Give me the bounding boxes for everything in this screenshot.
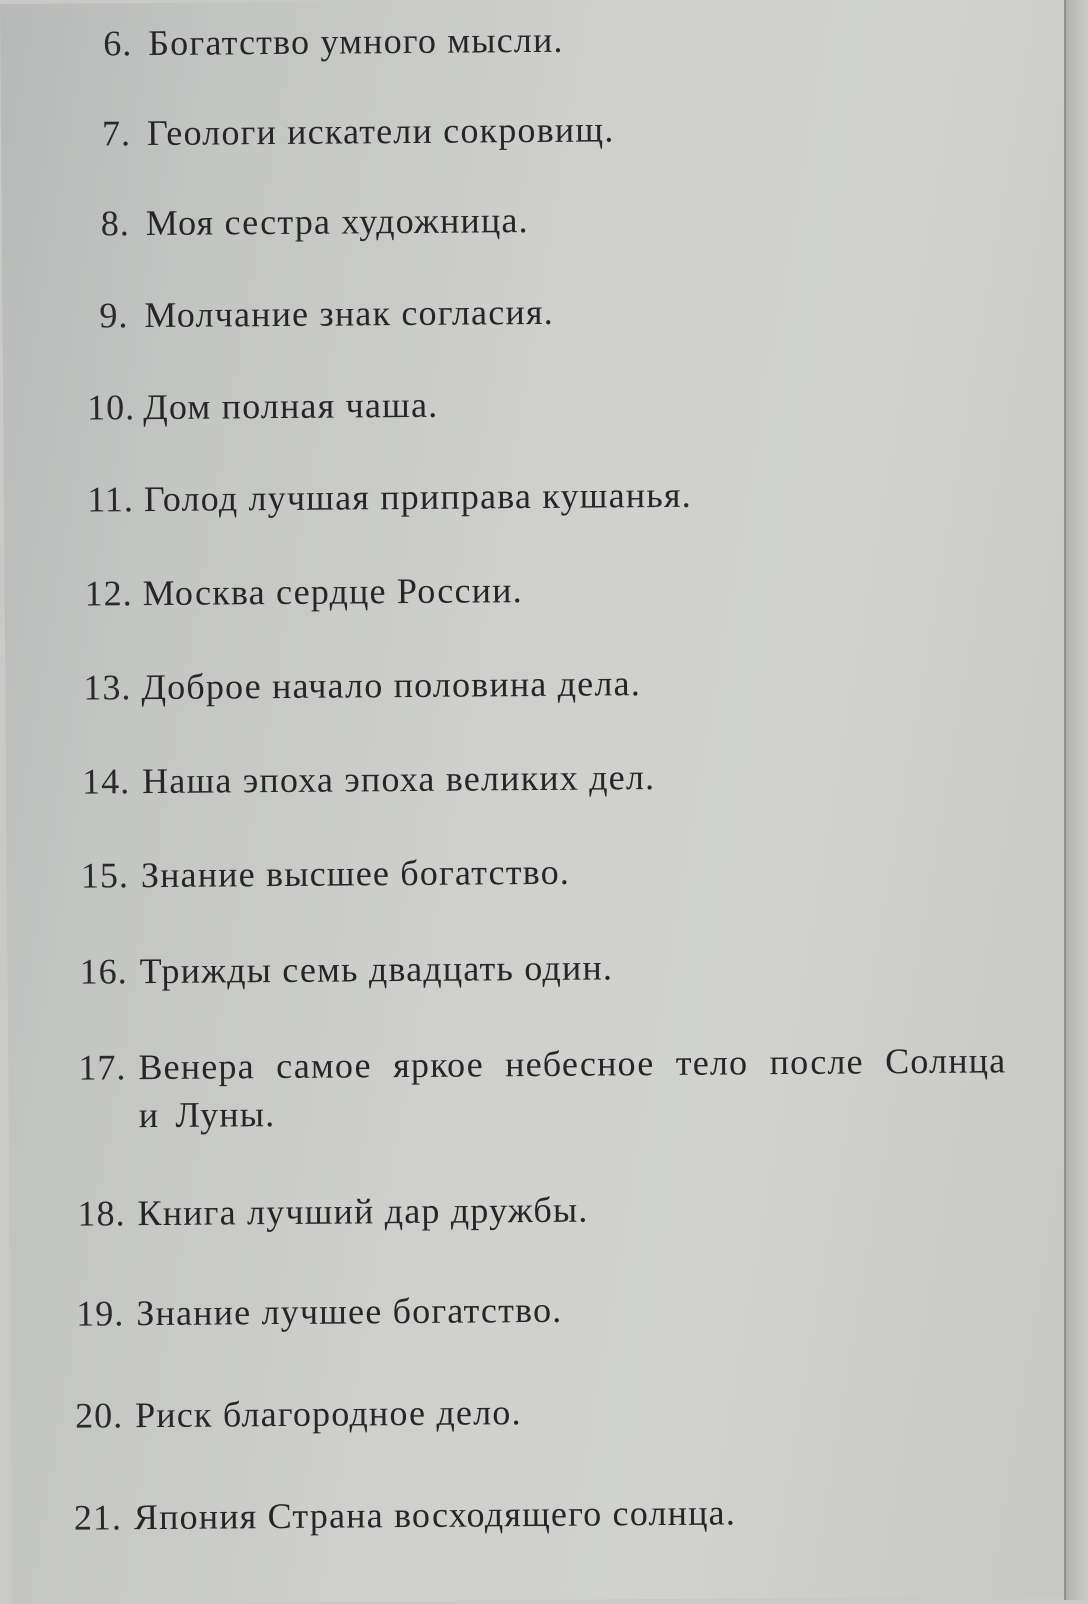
item-text: Риск благородное дело.	[134, 1392, 522, 1436]
item-text: Голод лучшая приправа кушанья.	[143, 474, 693, 520]
item-number: 16.	[79, 951, 128, 992]
item-text: Моя сестра художница.	[145, 200, 529, 244]
item-number: 13.	[83, 667, 132, 708]
item-text: Доброе начало половина дела.	[141, 663, 642, 708]
item-number: 9.	[99, 295, 129, 336]
item-text: Дом полная чаша.	[143, 384, 439, 428]
list-item	[6, 750, 1072, 818]
item-number: 10.	[87, 387, 136, 428]
item-text: Трижды семь двадцать один.	[139, 947, 614, 992]
item-number: 19.	[76, 1293, 125, 1334]
item-number: 17.	[78, 1047, 127, 1088]
list-item	[7, 940, 1073, 1008]
item-text: Венера самое яркое небесное тело после Солнца и Луны.	[138, 1040, 1007, 1136]
item-number: 11.	[87, 479, 135, 520]
list-item	[11, 1384, 1077, 1452]
list-item	[8, 1036, 1075, 1154]
item-number: 12.	[84, 573, 133, 614]
item-text: Богатство умного мысли.	[148, 19, 564, 64]
page-edge	[1064, 0, 1088, 1600]
list-item	[12, 1486, 1078, 1554]
item-text: Знание лучшее богатство.	[136, 1289, 563, 1334]
item-number: 21.	[73, 1497, 123, 1538]
item-number: 7.	[101, 113, 132, 154]
list-item	[5, 656, 1071, 724]
item-text: Геологи искатели сокровищ.	[146, 109, 615, 154]
list-item	[3, 376, 1069, 444]
item-number: 14.	[81, 761, 131, 802]
item-text: Молчание знак согласия.	[144, 291, 555, 336]
item-text: Москва сердце России.	[142, 570, 523, 614]
list-item	[9, 1182, 1075, 1250]
item-number: 6.	[103, 23, 133, 64]
item-text: Книга лучший дар дружбы.	[137, 1189, 589, 1234]
item-text: Япония Страна восходящего солнца.	[133, 1492, 737, 1538]
list-item	[2, 284, 1068, 352]
list-item	[0, 12, 1066, 80]
list-item	[4, 468, 1070, 536]
item-number: 18.	[77, 1193, 126, 1234]
item-number: 20.	[74, 1395, 124, 1436]
item-number: 8.	[100, 203, 130, 244]
list-item	[1, 102, 1067, 170]
list-item	[2, 192, 1068, 260]
item-text: Знание высшее богатство.	[140, 851, 571, 896]
list-item	[10, 1282, 1076, 1350]
list-item	[4, 562, 1070, 630]
item-text: Наша эпоха эпоха великих дел.	[141, 757, 656, 802]
list-item	[7, 844, 1073, 912]
item-number: 15.	[80, 855, 130, 896]
